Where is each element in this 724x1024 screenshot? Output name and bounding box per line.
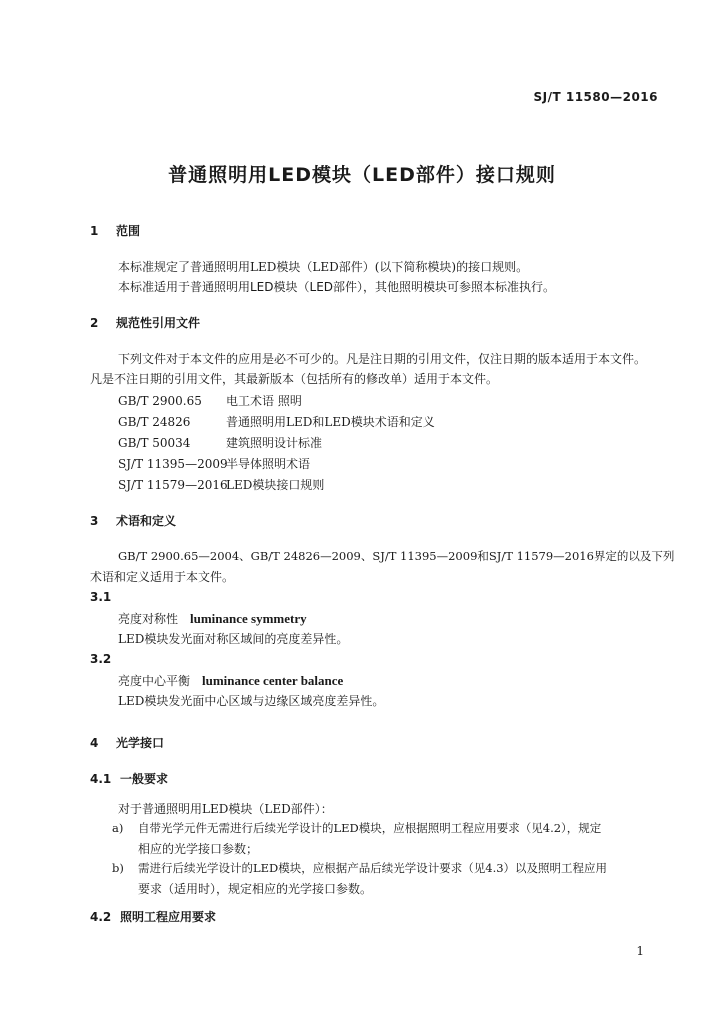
section-number: 4 [90,736,99,750]
reference-title: 建筑照明设计标准 [226,436,323,450]
term-english: luminance center balance [202,673,344,688]
reference-item [118,455,310,472]
reference-code: SJ/T 11395—2009 [118,457,228,471]
normative-paragraph-line-1: 下列文件对于本文件的应用是必不可少的。凡是注日期的引用文件，仅注日期的版本适用于本文件。 [118,352,647,366]
reference-code: GB/T 24826 [118,415,191,429]
subsection-4-1-heading [90,770,168,787]
reference-title: LED模块接口规则 [226,478,325,492]
term-definition: LED模块发光面对称区域间的亮度差异性。 [118,632,349,646]
term-chinese: 亮度中心平衡 [118,674,191,688]
reference-item [118,413,435,430]
reference-code: GB/T 2900.65 [118,394,202,408]
term-chinese: 亮度对称性 [118,612,179,626]
reference-item [118,476,324,493]
list-item-a [112,820,601,836]
section-title: 规范性引用文件 [116,316,201,330]
term-entry [118,672,343,689]
list-item-a-continuation: 相应的光学接口参数； [138,842,259,856]
section-title: 术语和定义 [116,514,177,528]
list-item-b [112,860,607,876]
reference-item [118,392,302,409]
section-title: 范围 [116,224,141,238]
terms-paragraph-line-1: GB/T 2900.65—2004、GB/T 24826—2009、SJ/T 11395—2009和SJ/T 11579—2016界定的以及下列 [118,549,675,563]
section-number: 2 [90,316,99,330]
section-number: 3 [90,514,99,528]
page-number: 1 [636,944,644,958]
term-number: 3.2 [90,652,112,666]
subsection-number: 4.2 [90,910,112,924]
reference-title: 半导体照明术语 [226,457,311,471]
subsection-title: 照明工程应用要求 [120,910,217,924]
list-item-text: 自带光学元件无需进行后续光学设计的LED模块，应根据照明工程应用要求（见4.2），规定 [138,821,602,835]
reference-title: 电工术语 照明 [226,394,302,408]
terms-paragraph-line-2: 术语和定义适用于本文件。 [90,570,235,584]
scope-paragraph-2: 本标准适用于普通照明用LED模块（LED部件），其他照明模块可参照本标准执行。 [118,280,556,294]
subsection-4-2-heading [90,908,216,925]
section-2-heading [90,314,200,331]
term-english: luminance symmetry [190,611,307,626]
subsection-title: 一般要求 [120,772,169,786]
section-title: 光学接口 [116,736,165,750]
reference-code: GB/T 50034 [118,436,191,450]
reference-code: SJ/T 11579—2016 [118,478,228,492]
list-marker: a) [112,821,124,835]
term-definition: LED模块发光面中心区域与边缘区域亮度差异性。 [118,694,385,708]
section-4-heading [90,734,164,751]
section-1-heading [90,222,140,239]
standard-number: SJ/T 11580—2016 [533,90,658,104]
normative-paragraph-line-2: 凡是不注日期的引用文件，其最新版本（包括所有的修改单）适用于本文件。 [90,372,499,386]
list-marker: b) [112,861,124,875]
section-3-heading [90,512,176,529]
list-item-text: 需进行后续光学设计的LED模块，应根据产品后续光学设计要求（见4.3）以及照明工程应用 [138,861,608,875]
subsection-number: 4.1 [90,772,112,786]
general-requirements-intro: 对于普通照明用LED模块（LED部件）： [118,802,333,816]
term-number: 3.1 [90,590,112,604]
list-item-b-continuation: 要求（适用时），规定相应的光学接口参数。 [138,882,373,896]
reference-item [118,434,322,451]
term-entry [118,610,307,627]
reference-title: 普通照明用LED和LED模块术语和定义 [226,415,435,429]
document-title: 普通照明用LED模块（LED部件）接口规则 [168,164,556,186]
scope-paragraph-1: 本标准规定了普通照明用LED模块（LED部件）(以下简称模块)的接口规则。 [118,260,529,274]
section-number: 1 [90,224,99,238]
